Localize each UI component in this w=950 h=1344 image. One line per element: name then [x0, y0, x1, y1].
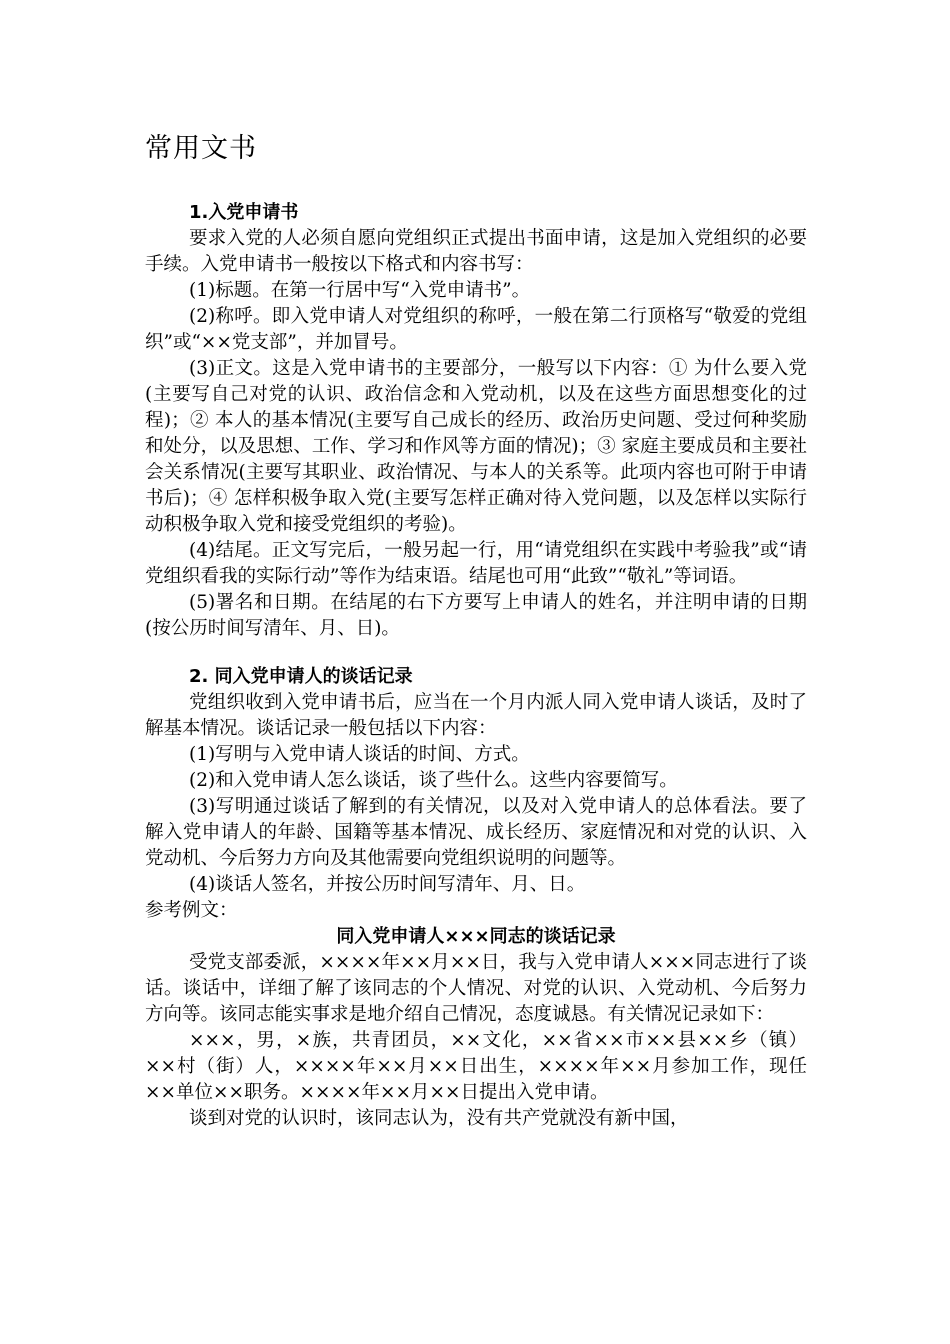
paragraph: (1)写明与入党申请人谈话的时间、方式。 [189, 744, 530, 765]
document-title: 常用文书 [145, 133, 257, 164]
section-heading: 1.入党申请书 [189, 202, 299, 223]
paragraph: (4)结尾。正文写完后，一般另起一行，用“请党组织在实践中考验我”或“请党组织看我的实际行动”等作为结束语。结尾也可用“此致”“敬礼”等词语。 [145, 540, 807, 587]
example-paragraph: 受党支部委派，××××年××月××日，我与入党申请人×××同志进行了谈话。谈话中，详细了解了该同志的个人情况、对党的认识、入党动机、今后努力方向等。该同志能实事求是地介绍自己情况，态度诚恳。有关情况记录如下： [145, 952, 807, 1025]
paragraph: 要求入党的人必须自愿向党组织正式提出书面申请，这是加入党组织的必要手续。入党申请书一般按以下格式和内容书写： [145, 228, 807, 275]
example-title: 同入党申请人×××同志的谈话记录 [336, 926, 616, 947]
paragraph: 党组织收到入党申请书后，应当在一个月内派人同入党申请人谈话，及时了解基本情况。谈话记录一般包括以下内容： [145, 692, 807, 739]
paragraph: (2)称呼。即入党申请人对党组织的称呼，一般在第二行顶格写“敬爱的党组织”或“××党支部”，并加冒号。 [145, 306, 807, 353]
section-heading: 2. 同入党申请人的谈话记录 [189, 666, 413, 687]
paragraph: (3)正文。这是入党申请书的主要部分，一般写以下内容：① 为什么要入党(主要写自己对党的认识、政治信念和入党动机，以及在这些方面思想变化的过程)；② 本人的基本情况(主要写自己成长的经历、政治历史问题、受过何种奖励和处分，以及思想、工作、学习和作风等方面的情况)；③ 家庭主要成员和主要社会关系情况(主要写其职业、政治情况、与本人的关系等。此项内容也可附于申请书后)；④ 怎样积极争取入党(主要写怎样正确对待入党问题，以及怎样以实际行动积极争取入党和接受党组织的考验)。 [145, 358, 807, 535]
paragraph: (5)署名和日期。在结尾的右下方要写上申请人的姓名，并注明申请的日期(按公历时间写清年、月、日)。 [145, 592, 807, 639]
document-page [145, 130, 807, 1132]
example-paragraph: ×××，男，×族，共青团员，××文化，××省××市××县××乡（镇）××村（街）人，××××年××月××日出生，××××年××月参加工作，现任××单位××职务。××××年××月××日提出入党申请。 [145, 1030, 807, 1103]
section-application [145, 200, 807, 642]
example-paragraph: 谈到对党的认识时，该同志认为，没有共产党就没有新中国， [189, 1108, 689, 1129]
example-label: 参考例文： [145, 900, 238, 921]
paragraph: (3)写明通过谈话了解到的有关情况，以及对入党申请人的总体看法。要了解入党申请人的年龄、国籍等基本情况、成长经历、家庭情况和对党的认识、入党动机、今后努力方向及其他需要向党组织说明的问题等。 [145, 796, 807, 869]
paragraph: (1)标题。在第一行居中写“入党申请书”。 [189, 280, 531, 301]
paragraph: (2)和入党申请人怎么谈话，谈了些什么。这些内容要简写。 [189, 770, 678, 791]
section-spacer [145, 642, 807, 664]
section-interview-record [145, 664, 807, 1132]
paragraph: (4)谈话人签名，并按公历时间写清年、月、日。 [189, 874, 586, 895]
